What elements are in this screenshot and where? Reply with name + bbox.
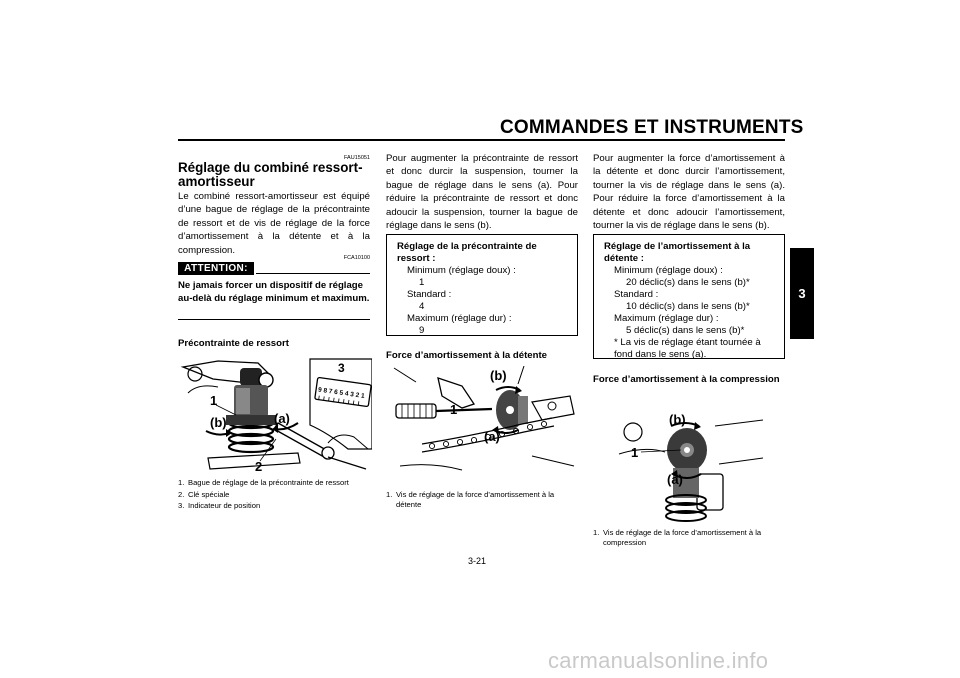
ref-code: FAU15051	[344, 155, 370, 161]
caption-row: 3. Indicateur de position	[178, 501, 261, 511]
label-a: (a)	[667, 472, 683, 487]
figure-compression-damping	[615, 404, 765, 522]
attention-rule	[256, 273, 370, 274]
label-b: (b)	[490, 368, 507, 383]
section-heading: Réglage du combiné ressort-amortisseur	[178, 160, 363, 189]
figure1-captions	[178, 478, 370, 513]
box-max-value: 9	[419, 325, 425, 336]
watermark: carmanualsonline.info	[548, 648, 769, 673]
subheading-compression: Force d’amortissement à la compression	[593, 374, 780, 385]
subheading-rebound: Force d’amortissement à la détente	[386, 350, 548, 361]
box-min-label: Minimum (réglage doux) :	[407, 265, 516, 276]
chapter-tab: 3	[790, 248, 814, 339]
box-std-label: Standard :	[614, 289, 659, 300]
box-max-label: Maximum (réglage dur) :	[407, 313, 512, 324]
col1-intro-text: Le combiné ressort-amortisseur est équipé d’une bague de réglage de la précontrainte de ressort et de vis de réglage de la force d’amortissement à la détente et à la compression.	[178, 191, 370, 256]
preload-settings-box	[386, 234, 578, 336]
figure-spring-preload	[178, 353, 372, 475]
label-3: 3	[338, 361, 345, 375]
label-a: (a)	[484, 429, 500, 444]
box-min-label: Minimum (réglage doux) :	[614, 265, 723, 276]
col1-intro	[178, 190, 370, 257]
caption-row: 2. Clé spéciale	[178, 489, 230, 499]
label-1: 1	[631, 445, 639, 460]
label-b: (b)	[210, 415, 227, 430]
attention-text: Ne jamais forcer un dispositif de réglage au-delà du réglage minimum et maximum.	[178, 280, 370, 304]
box-min-value: 20 déclic(s) dans le sens (b)*	[626, 277, 750, 288]
box-note: * La vis de réglage étant tournée à fond dans le sens (a).	[614, 337, 761, 360]
page-number: 3-21	[468, 556, 487, 566]
caption-row: 1. Vis de réglage de la force d’amortissement à la compression	[593, 528, 762, 547]
attention-badge: ATTENTION:	[178, 262, 254, 275]
header-divider	[178, 139, 785, 141]
label-2: 2	[255, 459, 263, 474]
box-max-label: Maximum (réglage dur) :	[614, 313, 719, 324]
box-std-label: Standard :	[407, 289, 452, 300]
rebound-settings-box	[593, 234, 785, 359]
attention-bottom-rule	[178, 319, 370, 320]
caption-row: 1. Vis de réglage de la force d’amortissement à la détente	[386, 490, 555, 509]
caption-row: 1. Bague de réglage de la précontrainte de ressort	[178, 478, 349, 487]
box-std-value: 10 déclic(s) dans le sens (b)*	[626, 301, 750, 312]
box-std-value: 4	[419, 301, 425, 312]
col2-intro-text: Pour augmenter la précontrainte de ressort et donc durcir la suspension, tourner la bague de réglage dans le sens (a). Pour réduire la précontrainte de ressort et donc adoucir la suspension, tourner la bague de réglage dans le sens (b).	[386, 153, 578, 232]
col3-intro	[593, 152, 785, 232]
figure2-captions	[386, 490, 578, 511]
box-max-value: 5 déclic(s) dans le sens (b)*	[626, 325, 745, 336]
figure-rebound-damping	[392, 366, 576, 484]
label-b: (b)	[669, 412, 686, 427]
col2-intro	[386, 152, 578, 232]
attention-code: FCA10100	[343, 255, 370, 261]
label-1: 1	[210, 393, 218, 408]
label-1: 1	[450, 402, 458, 417]
box-min-value: 1	[419, 277, 425, 288]
box-title: Réglage de l’amortissement à la détente :	[604, 241, 751, 264]
col3-intro-text: Pour augmenter la force d’amortissement à la détente et donc durcir l’amortissement, tourner la vis de réglage dans le sens (a). Pour réduire la force d’amortissement à la détente et donc adoucir l’amortissement, tourner la vis de réglage dans le sens (b).	[593, 153, 785, 232]
box-title: Réglage de la précontrainte de ressort :	[397, 241, 537, 264]
figure3-captions	[593, 528, 785, 549]
subheading-preload: Précontrainte de ressort	[178, 338, 289, 349]
label-a: (a)	[274, 411, 290, 426]
page-title: COMMANDES ET INSTRUMENTS	[500, 117, 804, 138]
position-scale: 9 8 7 6 5 4 3 2 1	[317, 386, 366, 401]
